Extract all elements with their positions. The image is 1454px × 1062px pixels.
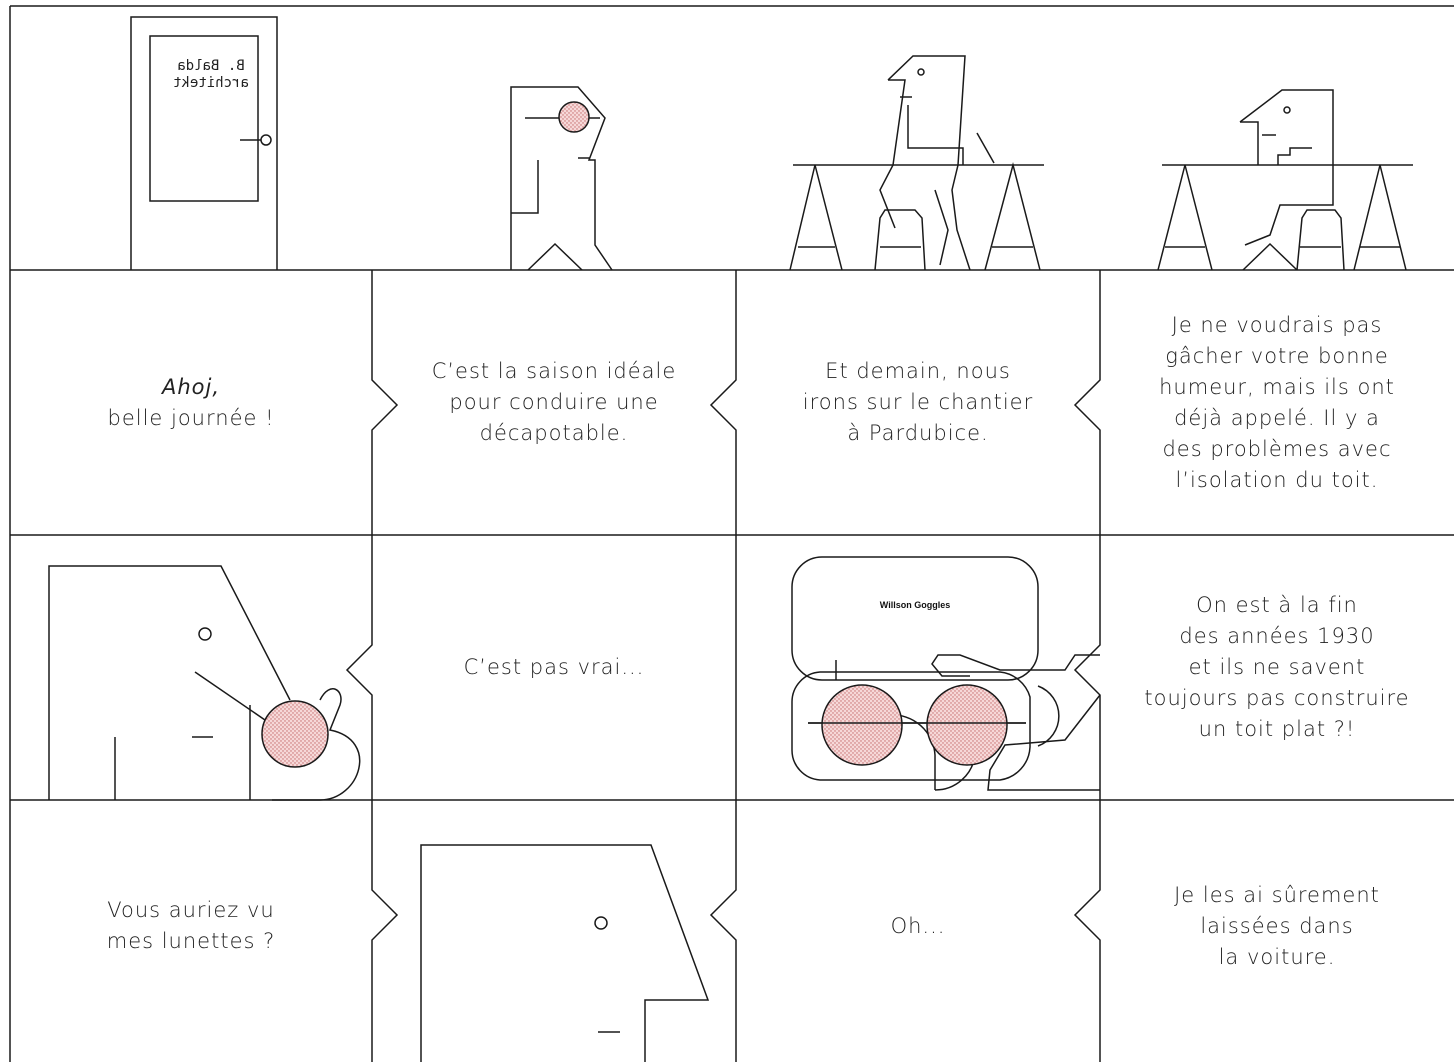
speech-line: des problèmes avec: [1162, 436, 1392, 461]
panel-r4c1-text: [10, 800, 372, 1062]
speech-line: déjà appelé. Il y a: [1174, 405, 1380, 430]
speech-line: des années 1930: [1179, 624, 1375, 648]
panel-r2c2-text: [372, 270, 736, 535]
door-sign-line1: B. Balda: [177, 58, 245, 74]
speech-line: C’est pas vrai...: [463, 655, 645, 679]
speech-line: laissées dans: [1200, 913, 1354, 938]
architect-seated: [1158, 90, 1413, 270]
speech-line: Et demain, nous: [825, 359, 1011, 383]
door-sign: [150, 58, 272, 92]
speech-line: C’est la saison idéale: [431, 359, 677, 383]
speech-line: un toit plat ?!: [1198, 717, 1356, 741]
speech-line: la voiture.: [1218, 944, 1336, 969]
panel-r3c2-text: [372, 535, 736, 800]
speech-line: belle journée !: [107, 405, 275, 430]
goggles-case: [792, 557, 1100, 790]
speech-line: gâcher votre bonne: [1165, 343, 1389, 368]
speech-line: décapotable.: [479, 421, 629, 445]
speech-line: Oh...: [890, 913, 946, 938]
head-holding-lens: [49, 566, 360, 800]
speech-line: Je ne voudrais pas: [1171, 312, 1383, 337]
panel-r2c4-text: [1100, 270, 1454, 535]
head-profile: [421, 845, 708, 1062]
walking-figure: [511, 87, 612, 270]
speech-line: pour conduire une: [449, 390, 659, 414]
speech-line: toujours pas construire: [1144, 686, 1410, 710]
panel-r3c4-text: [1100, 535, 1454, 800]
speech-line: irons sur le chantier: [802, 390, 1034, 414]
architect-at-table: [790, 56, 1044, 270]
speech-line: l’isolation du toit.: [1175, 467, 1379, 492]
panel-r4c3-text: [736, 800, 1100, 1062]
speech-line: On est à la fin: [1196, 593, 1358, 617]
speech-line: Ahoj,: [161, 374, 221, 399]
speech-line: Je les ai sûrement: [1174, 882, 1380, 907]
speech-line: et ils ne savent: [1188, 655, 1366, 679]
panel-r4c4-text: [1100, 800, 1454, 1062]
door-sign-line2: architekt: [173, 75, 249, 91]
panel-r2c1-text: [10, 270, 372, 535]
speech-line: humeur, mais ils ont: [1159, 374, 1395, 399]
speech-line: à Pardubice.: [847, 421, 989, 445]
speech-line: mes lunettes ?: [106, 929, 276, 953]
speech-line: Vous auriez vu: [107, 898, 275, 922]
door-illustration: [131, 17, 277, 270]
goggles-case-label: Willson Goggles: [879, 600, 951, 610]
panel-r2c3-text: [736, 270, 1100, 535]
